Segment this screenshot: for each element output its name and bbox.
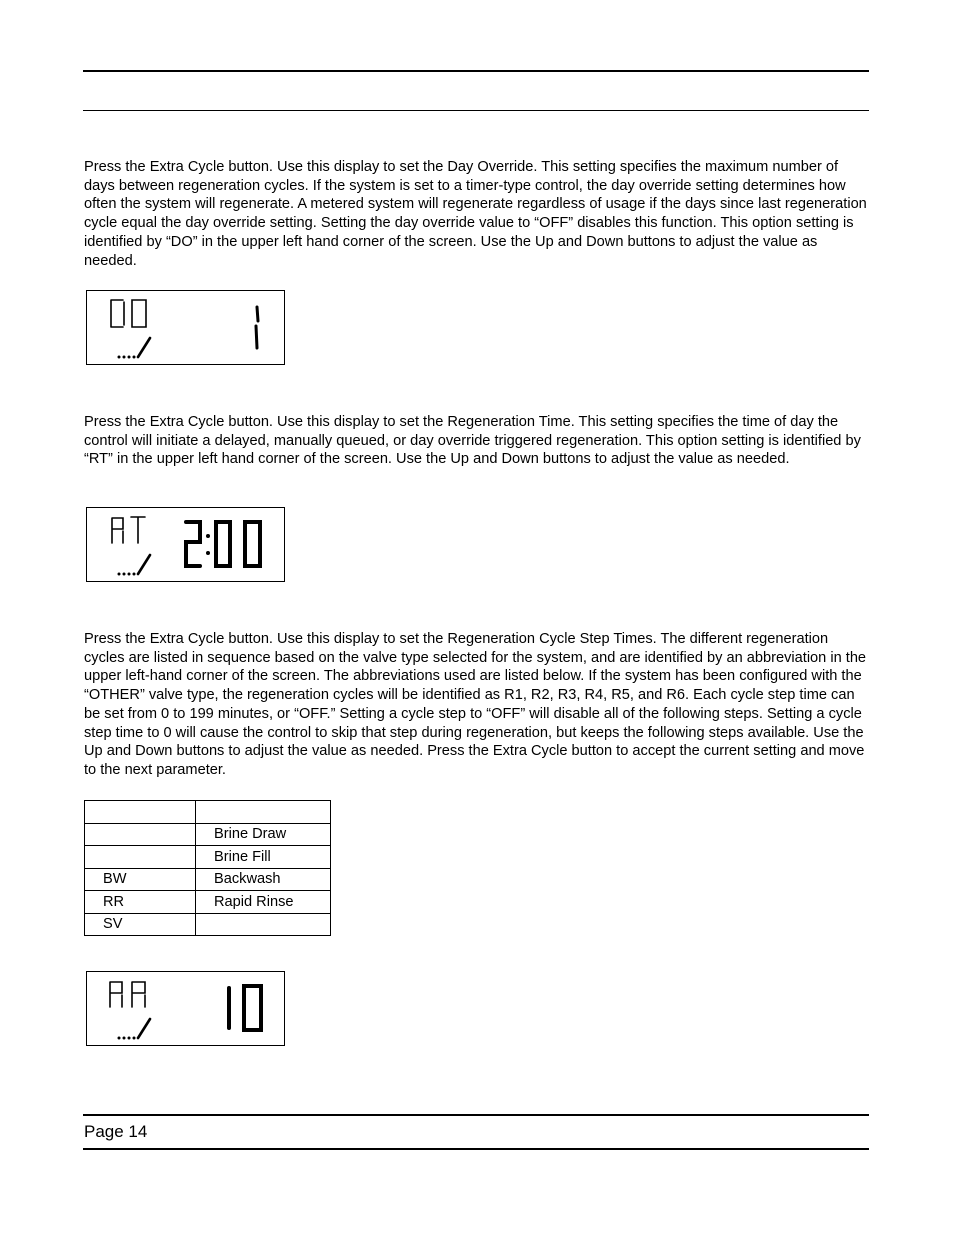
abbreviation-cell bbox=[85, 846, 196, 869]
abbreviation-cell: RR bbox=[85, 891, 196, 914]
table-row bbox=[85, 891, 331, 914]
table-row bbox=[85, 823, 331, 846]
step-times-paragraph: Press the Extra Cycle button. Use this display to set the Regeneration Cycle Step Times. The different regeneration cycles are listed in sequence based on the valve type selected for the system, and are identified by an abbreviation in the upper left-hand corner of the screen. The abbreviations used are listed below. If the system has been configured with the “OTHER” valve type, the regeneration cycles will be identified as R1, R2, R3, R4, R5, and R6. Each cycle step time can be set from 0 to 199 minutes, or “OFF.” Setting a cycle step to “OFF” will disable all of the following steps. Setting a cycle step time to 0 will cause the control to skip that step during regeneration, but keeps the following steps available. Use the Up and Down buttons to adjust the value as needed. Press the Extra Cycle button to accept the current setting and move to the next parameter. bbox=[84, 631, 867, 778]
meaning-cell: Backwash bbox=[196, 868, 331, 891]
day-override-lcd-graphic bbox=[87, 291, 286, 366]
table-row bbox=[85, 846, 331, 869]
abbreviation-cell bbox=[85, 823, 196, 846]
table-row bbox=[85, 801, 331, 824]
meaning-cell: Brine Fill bbox=[196, 846, 331, 869]
abbreviation-cell bbox=[85, 801, 196, 824]
abbreviation-table bbox=[84, 800, 331, 936]
meaning-cell bbox=[196, 801, 331, 824]
rapid-rinse-lcd-graphic bbox=[87, 972, 286, 1047]
meaning-cell bbox=[196, 913, 331, 936]
rapid-rinse-lcd-display bbox=[86, 971, 285, 1046]
table-row bbox=[85, 868, 331, 891]
footer-rule-top bbox=[83, 1114, 869, 1116]
table-row bbox=[85, 913, 331, 936]
abbreviation-cell: SV bbox=[85, 913, 196, 936]
meaning-cell: Rapid Rinse bbox=[196, 891, 331, 914]
day-override-lcd-display bbox=[86, 290, 285, 365]
footer-rule-bottom bbox=[83, 1148, 869, 1150]
meaning-cell: Brine Draw bbox=[196, 823, 331, 846]
header-rule-bottom bbox=[83, 110, 869, 111]
regeneration-time-paragraph: Press the Extra Cycle button. Use this display to set the Regeneration Time. This setting specifies the time of day the control will initiate a delayed, manually queued, or day override triggered regeneration. This option setting is identified by “RT” in the upper left hand corner of the screen. Use the Up and Down buttons to adjust the value as needed. bbox=[84, 414, 861, 468]
header-rule-top bbox=[83, 70, 869, 72]
page-number: Page 14 bbox=[84, 1122, 148, 1141]
regeneration-time-lcd-graphic bbox=[87, 508, 286, 583]
regeneration-time-lcd-display bbox=[86, 507, 285, 582]
day-override-paragraph: Press the Extra Cycle button. Use this display to set the Day Override. This setting specifies the maximum number of days between regeneration cycles. If the system is set to a timer-type control, the day override setting determines how often the system will regenerate. A metered system will regenerate regardless of usage if the days since last regeneration cycle equal the day override setting. Setting the day override value to “OFF” disables this function. This option setting is identified by “DO” in the upper left hand corner of the screen. Use the Up and Down buttons to adjust the value as needed. bbox=[84, 159, 867, 269]
abbreviation-cell: BW bbox=[85, 868, 196, 891]
